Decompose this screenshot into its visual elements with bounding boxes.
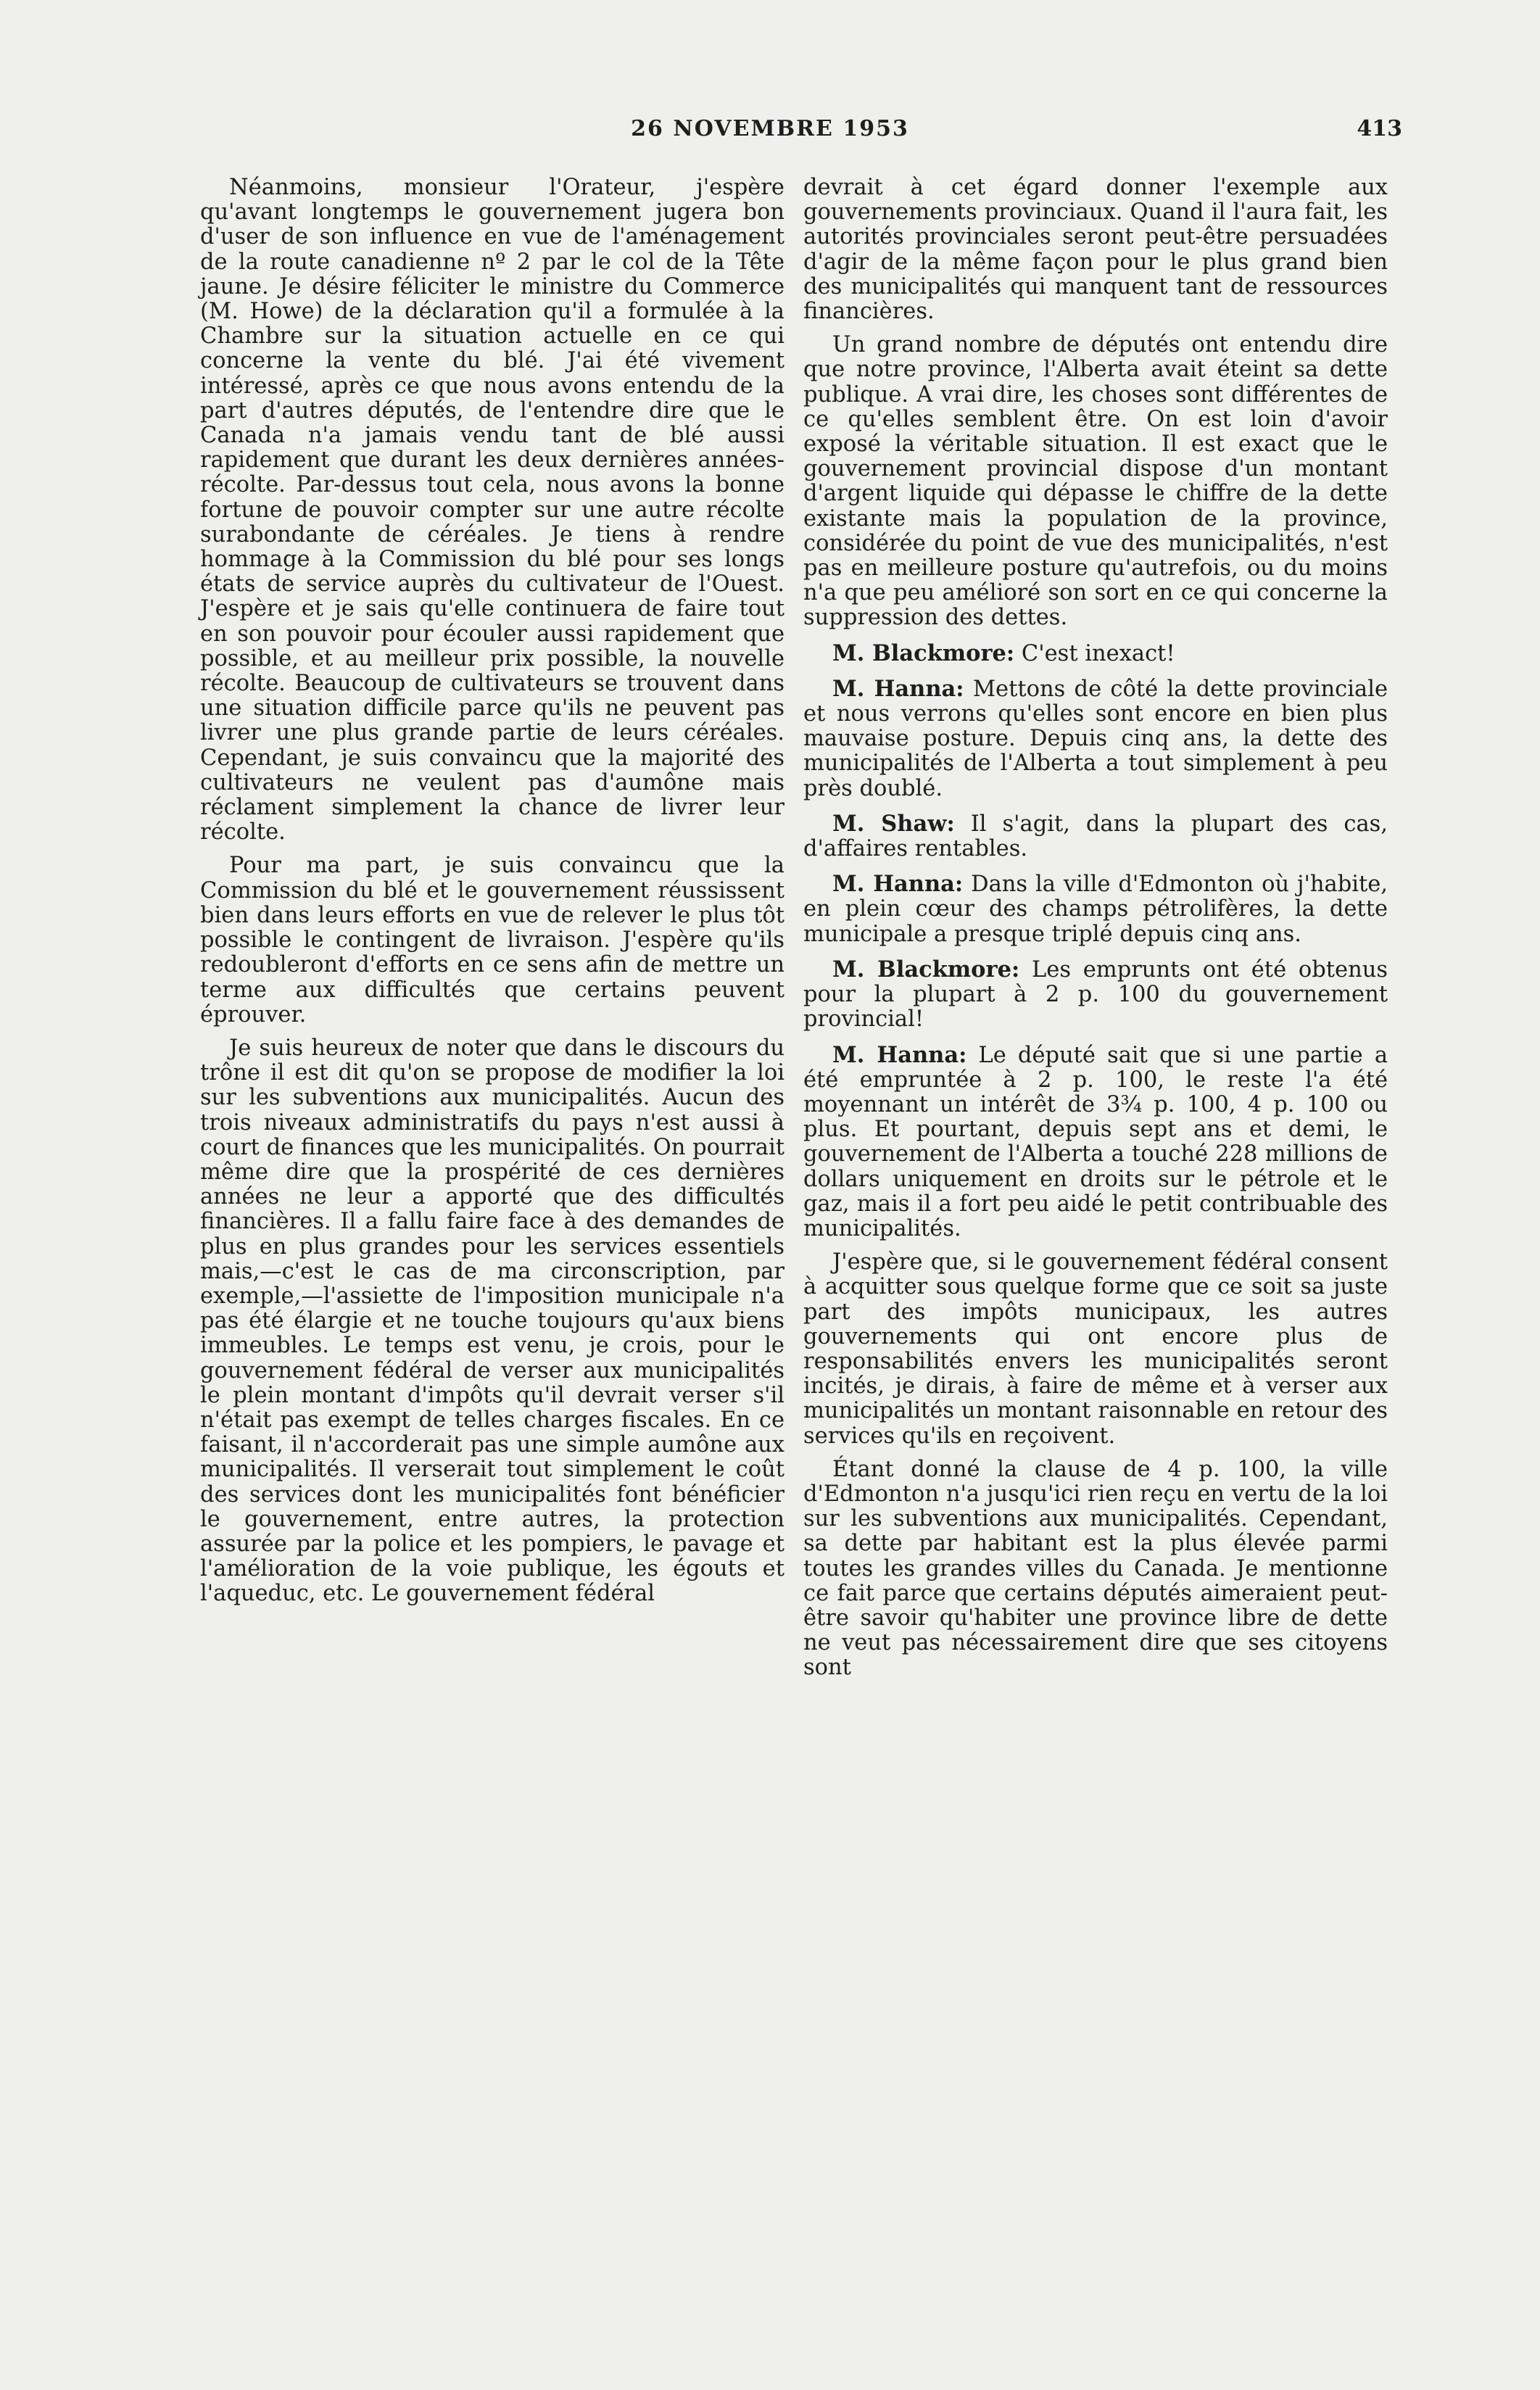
speech-text: Dans la ville d'Edmonton où j'habite, en plein cœur des champs pétrolifères, la dette municipale a presque triplé depuis cinq ans.: [803, 872, 1388, 947]
paragraph: Je suis heureux de noter que dans le discours du trône il est dit qu'on se propose de modifier la loi sur les subventions aux municipalités. Aucun des trois niveaux administratifs du pays n'est aussi à court de finances que les municipalités. On pourrait même dire que la prospérité de ces dernières années ne leur a apporté que des difficultés financières. Il a fallu faire face à des demandes de plus en plus grandes pour les services essentiels mais,—c'est le cas de ma circonscription, par exemple,—l'assiette de l'imposition municipale n'a pas été élargie et ne touche toujours qu'aux biens immeubles. Le temps est venu, je crois, pour le gouvernement fédéral de verser aux municipalités le plein montant d'impôts qu'il devrait verser s'il n'était pas exempt de telles charges fiscales. En ce faisant, il n'accorderait pas une simple aumône aux municipalités. Il verserait tout simplement le coût des services dont les municipalités font bénéficier le gouvernement, entre autres, la protection assurée par la police et les pompiers, le pavage et l'amélioration de la voie publique, les égouts et l'aqueduc, etc. Le gouvernement fédéral: [200, 1035, 785, 1607]
paragraph: Étant donné la clause de 4 p. 100, la ville d'Edmonton n'a jusqu'ici rien reçu en vertu de la loi sur les subventions aux municipalités. Cependant, sa dette par habitant est la plus élevée parmi toutes les grandes villes du Canada. Je mentionne ce fait parce que certains députés aimeraient peut-être savoir qu'habiter une province libre de dette ne veut pas nécessairement dire que ses citoyens sont: [803, 1456, 1388, 1681]
paragraph: J'espère que, si le gouvernement fédéral consent à acquitter sous quelque forme que ce soit sa juste part des impôts municipaux, les autres gouvernements qui ont encore plus de responsabilités envers les municipalités seront incités, je dirais, à faire de même et à verser aux municipalités un montant raisonnable en retour des services qu'ils en reçoivent.: [803, 1249, 1388, 1449]
speech-paragraph: [803, 811, 1388, 861]
right-column: [803, 175, 1388, 1690]
speech-paragraph: [803, 872, 1388, 947]
paragraph: Pour ma part, je suis convaincu que la Commission du blé et le gouvernement réussissent bien dans leurs efforts en vue de relever le plus tôt possible le contingent de livraison. J'espère qu'ils redoubleront d'efforts en ce sens afin de mettre un terme aux difficultés que certains peuvent éprouver.: [200, 853, 785, 1027]
speech-text: Mettons de côté la dette provinciale et nous verrons qu'elles sont encore en bien plus mauvaise posture. Depuis cinq ans, la dette des municipalités de l'Alberta a tout simplement à peu près doublé.: [803, 676, 1388, 801]
paragraph: Néanmoins, monsieur l'Orateur, j'espère qu'avant longtemps le gouvernement jugera bon d'user de son influence en vue de l'aménagement de la route canadienne nº 2 par le col de la Tête jaune. Je désire féliciter le ministre du Commerce (M. Howe) de la déclaration qu'il a formulée à la Chambre sur la situation actuelle en ce qui concerne la vente du blé. J'ai été vivement intéressé, après ce que nous avons entendu de la part d'autres députés, de l'entendre dire que le Canada n'a jamais vendu tant de blé aussi rapidement que durant les deux dernières années-récolte. Par-dessus tout cela, nous avons la bonne fortune de pouvoir compter sur une autre récolte surabondante de céréales. Je tiens à rendre hommage à la Commission du blé pour ses longs états de service auprès du cultivateur de l'Ouest. J'espère et je sais qu'elle continuera de faire tout en son pouvoir pour écouler aussi rapidement que possible, et au meilleur prix possible, la nouvelle récolte. Beaucoup de cultivateurs se trouvent dans une situation difficile parce qu'ils ne peuvent pas livrer une plus grande partie de leurs céréales. Cependant, je suis convaincu que la majorité des cultivateurs ne veulent pas d'aumône mais réclament simplement la chance de livrer leur récolte.: [200, 175, 785, 845]
speech-paragraph: [803, 677, 1388, 801]
paragraph: devrait à cet égard donner l'exemple aux gouvernements provinciaux. Quand il l'aura fait, les autorités provinciales seront peut-être persuadées d'agir de la même façon pour le plus grand bien des municipalités qui manquent tant de ressources financières.: [803, 175, 1388, 325]
speaker-name: M. Hanna:: [832, 871, 964, 898]
speaker-name: M. Hanna:: [832, 675, 964, 702]
speech-text: C'est inexact!: [1021, 640, 1175, 666]
speaker-name: M. Shaw:: [832, 810, 955, 837]
speech-text: Il s'agit, dans la plupart des cas, d'affaires rentables.: [803, 811, 1388, 862]
paragraph: Un grand nombre de députés ont entendu dire que notre province, l'Alberta avait éteint sa dette publique. A vrai dire, les choses sont différentes de ce qu'elles semblent être. On est loin d'avoir exposé la véritable situation. Il est exact que le gouvernement provincial dispose d'un montant d'argent liquide qui dépasse le chiffre de la dette existante mais la population de la province, considérée du point de vue des municipalités, n'est pas en meilleure posture qu'autrefois, ou du moins n'a que peu amélioré son sort en ce qui concerne la suppression des dettes.: [803, 332, 1388, 631]
speech-paragraph: [803, 1043, 1388, 1242]
speech-text: Les emprunts ont été obtenus pour la plupart à 2 p. 100 du gouvernement provincial!: [803, 956, 1388, 1033]
speaker-name: M. Blackmore:: [832, 956, 1020, 983]
header-date: 26 NOVEMBRE 1953: [631, 116, 909, 141]
page-number: 413: [1357, 116, 1402, 141]
left-column: [200, 175, 785, 1616]
speech-text: Le député sait que si une partie a été empruntée à 2 p. 100, le reste l'a été moyennant un intérêt de 3¾ p. 100, 4 p. 100 ou plus. Et pourtant, depuis sept ans et demi, le gouvernement de l'Alberta a touché 228 millions de dollars uniquement en droits sur le pétrole et le gaz, mais il a fort peu aidé le petit contribuable des municipalités.: [803, 1042, 1388, 1241]
speaker-name: M. Blackmore:: [832, 640, 1015, 666]
speech-paragraph: [803, 957, 1388, 1033]
speech-paragraph: [803, 641, 1388, 666]
speaker-name: M. Hanna:: [832, 1041, 967, 1068]
page-header: [0, 116, 1540, 152]
